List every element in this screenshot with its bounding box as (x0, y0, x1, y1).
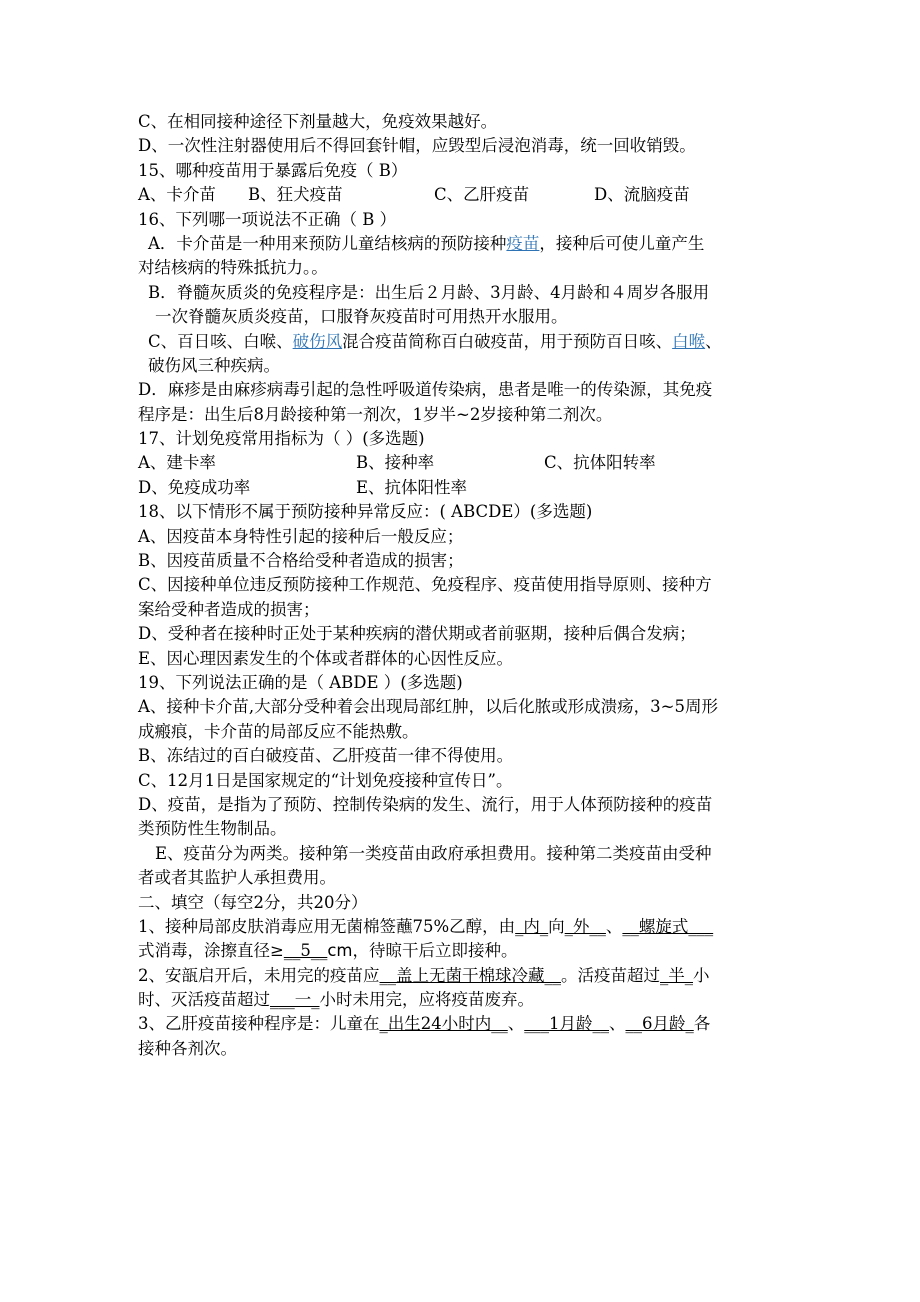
answer-blank: ___1月龄__ (524, 1014, 609, 1034)
question-16: 16、下列哪一项说法不正确（ B ） (138, 209, 397, 229)
text-line: 对结核病的特殊抵抗力。。 (138, 258, 328, 278)
option-a: A、建卡率 (138, 453, 216, 473)
text-line: D、受种者在接种时正处于某种疾病的潜伏期或者前驱期，接种后偶合发病； (138, 624, 696, 644)
text-line: 案给受种者造成的损害； (138, 599, 320, 619)
answer-blank: _出生24小时内__ (379, 1014, 508, 1034)
option-b: B、接种率 (356, 453, 435, 473)
question-15-options (138, 183, 788, 207)
text-line: D、疫苗，是指为了预防、控制传染病的发生、流行，用于人体预防接种的疫苗 (138, 794, 713, 814)
text-segment: ，接种后可使儿童产生 (539, 233, 705, 253)
text-line: A、接种卡介苗,大部分受种着会出现局部红肿，以后化脓或形成溃疡，3~5周形 (138, 697, 718, 717)
text-line: C、12月1日是国家规定的“计划免疫接种宣传日”。 (138, 770, 513, 790)
text-segment: C、百日咳、白喉、 (148, 331, 293, 351)
option-c: C、抗体阳转率 (544, 453, 656, 473)
text-segment: 时、灭活疫苗超过 (138, 990, 270, 1010)
text-line: B．脊髓灰质炎的免疫程序是：出生后２月龄、3月龄、4月龄和４周岁各服用 (148, 282, 710, 302)
tetanus-link[interactable]: 破伤风 (292, 331, 343, 351)
text-line: B、因疫苗质量不合格给受种者造成的损害； (138, 551, 464, 571)
question-17-options-row1 (138, 451, 788, 475)
answer-blank: _半_ (660, 965, 693, 985)
text-segment: 小 (693, 965, 710, 985)
option-c: C、乙肝疫苗 (434, 185, 530, 205)
text-line: D、一次性注射器使用后不得回套针帽，应毁型后浸泡消毒，统一回收销毁。 (138, 136, 696, 156)
text-segment: 混合疫苗简称百白破疫苗，用于预防百日咳、 (342, 331, 673, 351)
text-segment: A．卡介苗是一种用来预防儿童结核病的预防接种 (148, 233, 507, 253)
fill-in-1 (138, 915, 788, 939)
text-segment: 2、安瓿启开后，未用完的疫苗应 (138, 965, 380, 985)
text-segment: 1、接种局部皮肤消毒应用无菌棉签蘸75%乙醇，由 (138, 916, 516, 936)
text-line (138, 232, 788, 256)
question-15: 15、哪种疫苗用于暴露后免疫（ B） (138, 160, 408, 180)
question-17-options-row2 (138, 476, 788, 500)
answer-blank: __螺旋式___ (622, 916, 714, 936)
option-a: A、卡介苗 (138, 185, 216, 205)
text-segment: 式消毒，涂擦直径≥ (138, 941, 284, 961)
text-line: B、冻结过的百白破疫苗、乙肝疫苗一律不得使用。 (138, 746, 514, 766)
question-19: 19、下列说法正确的是（ ABDE ）(多选题) (138, 672, 463, 692)
text-segment: cm，待晾干后立即接种。 (327, 941, 518, 961)
answer-blank: ___一_ (270, 990, 320, 1010)
text-line: 成瘢痕，卡介苗的局部反应不能热敷。 (138, 721, 419, 741)
answer-blank: __5__ (283, 941, 328, 961)
diphtheria-link[interactable]: 白喉 (672, 331, 706, 351)
fill-in-2 (138, 964, 788, 988)
option-e: E、抗体阳性率 (356, 477, 468, 497)
fill-in-1-cont (138, 939, 788, 963)
text-line: 一次脊髓灰质炎疫苗，口服脊灰疫苗时可用热开水服用。 (155, 307, 568, 327)
text-line: A、因疫苗本身特性引起的接种后一般反应； (138, 526, 464, 546)
vaccine-link[interactable]: 疫苗 (506, 233, 540, 253)
text-line: C、在相同接种途径下剂量越大，免疫效果越好。 (138, 112, 498, 131)
text-line: E、疫苗分为两类。接种第一类疫苗由政府承担费用。接种第二类疫苗由受种 (155, 843, 712, 863)
text-line: 破伤风三种疾病。 (148, 355, 280, 375)
fill-in-3 (138, 1012, 788, 1036)
text-line (138, 330, 788, 354)
text-line: D．麻疹是由麻疹病毒引起的急性呼吸道传染病，患者是唯一的传染源，其免疫 (138, 380, 713, 400)
text-segment: 。活疫苗超过 (561, 965, 660, 985)
text-line: 者或者其监护人承担费用。 (138, 868, 336, 888)
option-d: D、流脑疫苗 (594, 185, 690, 205)
text-segment: 各 (693, 1014, 711, 1034)
answer-blank: _内_ (515, 916, 549, 936)
text-line: C、因接种单位违反预防接种工作规范、免疫程序、疫苗使用指导原则、接种方 (138, 575, 712, 595)
question-17: 17、计划免疫常用指标为（ ）(多选题) (138, 429, 425, 449)
text-segment: 3、乙肝疫苗接种程序是：儿童在 (138, 1014, 380, 1034)
text-line: E、因心理因素发生的个体或者群体的心因性反应。 (138, 648, 514, 668)
option-d: D、免疫成功率 (138, 477, 251, 497)
text-segment: 向 (548, 916, 565, 936)
text-segment: 、 (609, 1014, 626, 1034)
fill-in-3-cont: 接种各剂次。 (138, 1038, 237, 1058)
text-segment: 、 (705, 331, 722, 351)
text-segment: 小时未用完，应将疫苗废弃。 (319, 990, 534, 1010)
answer-blank: __6月龄_ (625, 1014, 694, 1034)
document-page (138, 110, 788, 1061)
section-heading-fill-in: 二、填空（每空2分，共20分） (138, 892, 368, 912)
option-b: B、狂犬疫苗 (248, 185, 343, 205)
answer-blank: __盖上无菌干棉球冷藏__ (379, 965, 561, 985)
text-line: 类预防性生物制品。 (138, 819, 287, 839)
text-segment: 、 (507, 1014, 525, 1034)
answer-blank: _外__ (564, 916, 606, 936)
question-18: 18、以下情形不属于预防接种异常反应：( ABCDE）(多选题) (138, 502, 593, 522)
text-segment: 、 (605, 916, 623, 936)
fill-in-2-cont (138, 988, 788, 1012)
text-line: 程序是：出生后8月龄接种第一剂次，1岁半~2岁接种第二剂次。 (138, 404, 613, 424)
